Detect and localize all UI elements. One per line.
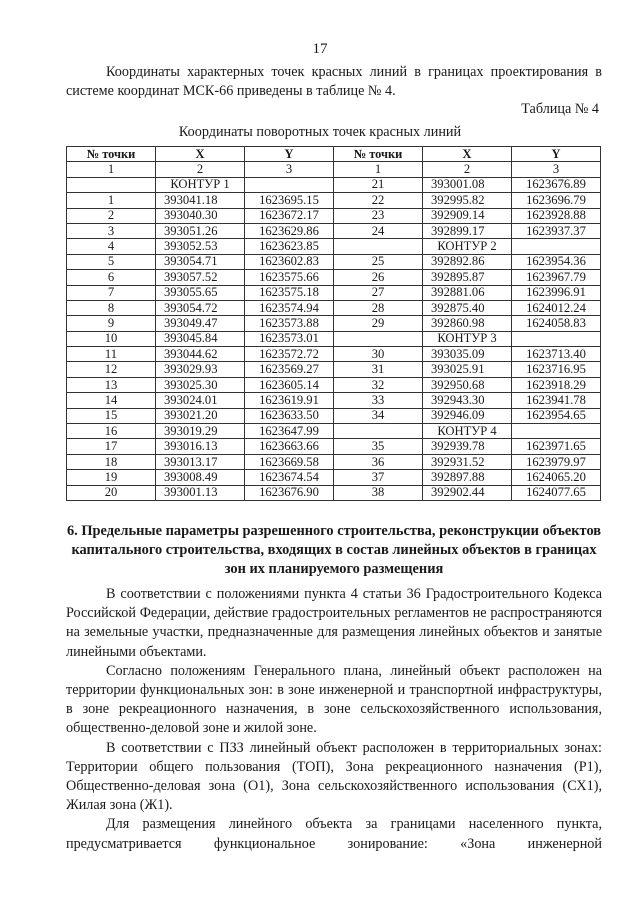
table-cell: 393001.13 <box>156 485 245 500</box>
table-row <box>67 300 601 315</box>
table-cell: 37 <box>334 470 423 485</box>
table-header-cell: Y <box>512 147 601 162</box>
table-cell <box>245 177 334 192</box>
table-cell: 35 <box>334 439 423 454</box>
table-row <box>67 362 601 377</box>
table-cell: 1623574.94 <box>245 300 334 315</box>
table-cell: 392943.30 <box>423 393 512 408</box>
table-cell: 26 <box>334 270 423 285</box>
table-cell: 393045.84 <box>156 331 245 346</box>
table-cell: 22 <box>334 193 423 208</box>
table-cell: 392931.52 <box>423 454 512 469</box>
table-cell: 1623695.15 <box>245 193 334 208</box>
table-row <box>67 254 601 269</box>
table-row <box>67 485 601 500</box>
table-cell: 392860.98 <box>423 316 512 331</box>
table-cell: 393044.62 <box>156 347 245 362</box>
coordinates-table <box>66 146 601 501</box>
table-cell: 1623569.27 <box>245 362 334 377</box>
table-cell: 1624065.20 <box>512 470 601 485</box>
table-column-number: 1 <box>334 162 423 177</box>
intro-text: Координаты характерных точек красных линий в границах проектирования в системе координат МСК-66 приведены в таблице № 4. <box>66 64 602 99</box>
table-cell: 1623716.95 <box>512 362 601 377</box>
table-cell: 392946.09 <box>423 408 512 423</box>
table-row <box>67 239 601 254</box>
table-header-cell: X <box>156 147 245 162</box>
table-cell: КОНТУР 4 <box>423 424 512 439</box>
table-cell: 1623575.66 <box>245 270 334 285</box>
table-cell: 1623672.17 <box>245 208 334 223</box>
table-cell: 392897.88 <box>423 470 512 485</box>
table-header-cell: № точки <box>334 147 423 162</box>
table-cell: 19 <box>67 470 156 485</box>
table-row <box>67 270 601 285</box>
table-cell: 1623602.83 <box>245 254 334 269</box>
table-cell: 393025.30 <box>156 377 245 392</box>
body-text <box>66 585 602 854</box>
table-cell: 7 <box>67 285 156 300</box>
table-row <box>67 193 601 208</box>
page-number: 17 <box>312 41 328 57</box>
table-cell: 23 <box>334 208 423 223</box>
table-cell: 16 <box>67 424 156 439</box>
table-row <box>67 331 601 346</box>
table-cell: 31 <box>334 362 423 377</box>
table-cell: 14 <box>67 393 156 408</box>
table-header-row <box>67 147 601 162</box>
table-cell: 392895.87 <box>423 270 512 285</box>
table-cell: 393040.30 <box>156 208 245 223</box>
intro-paragraph <box>66 63 602 101</box>
table-cell: 393054.72 <box>156 300 245 315</box>
table-row <box>67 454 601 469</box>
table-row <box>67 393 601 408</box>
paragraph: В соответствии с ПЗЗ линейный объект расположен в территориальных зонах: Территории общего пользования (ТОП), Зона рекреационного назначения (Р1), Общественно-деловая зона (О1), Зона сельскохозяйственного использования (СХ1), Жилая зона (Ж1). <box>66 739 602 814</box>
table-cell: 393024.01 <box>156 393 245 408</box>
table-cell: 17 <box>67 439 156 454</box>
table-row <box>67 470 601 485</box>
table-cell: 393055.65 <box>156 285 245 300</box>
table-body <box>67 177 601 500</box>
table-cell: 393041.18 <box>156 193 245 208</box>
table-cell: 1623676.89 <box>512 177 601 192</box>
table-cell: 11 <box>67 347 156 362</box>
table-cell: 27 <box>334 285 423 300</box>
table-cell: 393025.91 <box>423 362 512 377</box>
table-cell: 392902.44 <box>423 485 512 500</box>
table-cell: 393016.13 <box>156 439 245 454</box>
table-cell: 392909.14 <box>423 208 512 223</box>
table-cell: 1623623.85 <box>245 239 334 254</box>
table-column-number: 1 <box>67 162 156 177</box>
table-cell: 393001.08 <box>423 177 512 192</box>
table-cell: 2 <box>67 208 156 223</box>
table-title: Координаты поворотных точек красных линий <box>178 124 462 140</box>
table-header-cell: № точки <box>67 147 156 162</box>
table-cell: 15 <box>67 408 156 423</box>
table-header-cell: X <box>423 147 512 162</box>
table-column-number: 2 <box>423 162 512 177</box>
table-cell: 5 <box>67 254 156 269</box>
table-cell: 392899.17 <box>423 223 512 238</box>
paragraph: Согласно положениям Генерального плана, линейный объект расположен на территории функциональных зон: в зоне инженерной и транспортной инфраструктуры, в зоне рекреационного назначения, в зоне сельскохозяйственного использования, общественно-деловой зоне и жилой зоне. <box>66 662 602 737</box>
table-cell: 1623573.88 <box>245 316 334 331</box>
table-cell: 1623713.40 <box>512 347 601 362</box>
table-cell: 1623663.66 <box>245 439 334 454</box>
table-cell: 1623676.90 <box>245 485 334 500</box>
table-cell: 1623979.97 <box>512 454 601 469</box>
table-cell: 10 <box>67 331 156 346</box>
table-cell: 1623996.91 <box>512 285 601 300</box>
table-cell: 392881.06 <box>423 285 512 300</box>
table-cell <box>334 331 423 346</box>
table-cell: 1623941.78 <box>512 393 601 408</box>
table-cell: 1623967.79 <box>512 270 601 285</box>
table-cell: 1623928.88 <box>512 208 601 223</box>
table-cell: 1623647.99 <box>245 424 334 439</box>
table-cell: 1623633.50 <box>245 408 334 423</box>
table-cell: 33 <box>334 393 423 408</box>
table-cell: 1623605.14 <box>245 377 334 392</box>
table-cell: 393049.47 <box>156 316 245 331</box>
paragraph: В соответствии с положениями пункта 4 статьи 36 Градостроительного Кодекса Российской Федерации, действие градостроительных регламентов не распространяются на земельные участки, предназначенные для размещения линейных объектов и занятые линейными объектами. <box>66 586 602 660</box>
table-cell: 393021.20 <box>156 408 245 423</box>
table-cell: 1623937.37 <box>512 223 601 238</box>
table-row <box>67 424 601 439</box>
table-row <box>67 223 601 238</box>
table-cell: 20 <box>67 485 156 500</box>
table-label: Таблица № 4 <box>521 101 599 117</box>
table-cell: 393008.49 <box>156 470 245 485</box>
table-cell: 393052.53 <box>156 239 245 254</box>
table-cell: 1624058.83 <box>512 316 601 331</box>
table-cell: 393029.93 <box>156 362 245 377</box>
table-cell: 32 <box>334 377 423 392</box>
table-cell: 1623572.72 <box>245 347 334 362</box>
table-cell: 392875.40 <box>423 300 512 315</box>
table-cell: КОНТУР 3 <box>423 331 512 346</box>
table-cell: 18 <box>67 454 156 469</box>
table-cell: 393013.17 <box>156 454 245 469</box>
table-cell: 392950.68 <box>423 377 512 392</box>
table-cell: 1624077.65 <box>512 485 601 500</box>
table-cell: 393054.71 <box>156 254 245 269</box>
paragraph: Для размещения линейного объекта за границами населенного пункта, предусматривается функциональное зонирование: «Зона инженерной <box>66 816 602 852</box>
table-row <box>67 177 601 192</box>
table-cell: 393035.09 <box>423 347 512 362</box>
table-cell <box>334 239 423 254</box>
table-cell: 25 <box>334 254 423 269</box>
table-cell: 392892.86 <box>423 254 512 269</box>
table-column-number: 3 <box>512 162 601 177</box>
table-cell: 1623629.86 <box>245 223 334 238</box>
table-cell: 393057.52 <box>156 270 245 285</box>
table-cell: 24 <box>334 223 423 238</box>
table-cell: 28 <box>334 300 423 315</box>
table-cell: 1624012.24 <box>512 300 601 315</box>
table-cell: 1623575.18 <box>245 285 334 300</box>
table-cell: 1623918.29 <box>512 377 601 392</box>
table-cell: КОНТУР 1 <box>156 177 245 192</box>
table-cell: 1623971.65 <box>512 439 601 454</box>
table-cell: 8 <box>67 300 156 315</box>
table-cell: 393051.26 <box>156 223 245 238</box>
table-cell: 3 <box>67 223 156 238</box>
table-cell: 36 <box>334 454 423 469</box>
table-row <box>67 285 601 300</box>
table-cell: 1623696.79 <box>512 193 601 208</box>
table-cell: 1623619.91 <box>245 393 334 408</box>
table-header-cell: Y <box>245 147 334 162</box>
table-row <box>67 377 601 392</box>
table-cell: 392995.82 <box>423 193 512 208</box>
table-cell: 13 <box>67 377 156 392</box>
table-cell: 1623954.65 <box>512 408 601 423</box>
table-cell: 9 <box>67 316 156 331</box>
table-cell: 30 <box>334 347 423 362</box>
table-cell: 392939.78 <box>423 439 512 454</box>
table-row <box>67 208 601 223</box>
table-cell <box>512 331 601 346</box>
table-cell: 4 <box>67 239 156 254</box>
table-cell: 1 <box>67 193 156 208</box>
table-row <box>67 347 601 362</box>
table-cell <box>512 239 601 254</box>
table-cell: 21 <box>334 177 423 192</box>
table-cell: 1623669.58 <box>245 454 334 469</box>
table-cell: 1623954.36 <box>512 254 601 269</box>
table-cell: КОНТУР 2 <box>423 239 512 254</box>
table-column-numbers-row <box>67 162 601 177</box>
table-column-number: 3 <box>245 162 334 177</box>
table-row <box>67 316 601 331</box>
table-cell <box>512 424 601 439</box>
table-cell <box>67 177 156 192</box>
table-row <box>67 439 601 454</box>
table-cell: 38 <box>334 485 423 500</box>
table-cell: 393019.29 <box>156 424 245 439</box>
table-cell: 1623573.01 <box>245 331 334 346</box>
table-row <box>67 408 601 423</box>
table-column-number: 2 <box>156 162 245 177</box>
table-cell <box>334 424 423 439</box>
table-cell: 12 <box>67 362 156 377</box>
table-cell: 1623674.54 <box>245 470 334 485</box>
table-cell: 29 <box>334 316 423 331</box>
table-cell: 34 <box>334 408 423 423</box>
section-title: 6. Предельные параметры разрешенного строительства, реконструкции объектов капитального строительства, входящих в состав линейных объектов в границах зон их планируемого размещения <box>66 523 602 577</box>
table-cell: 6 <box>67 270 156 285</box>
